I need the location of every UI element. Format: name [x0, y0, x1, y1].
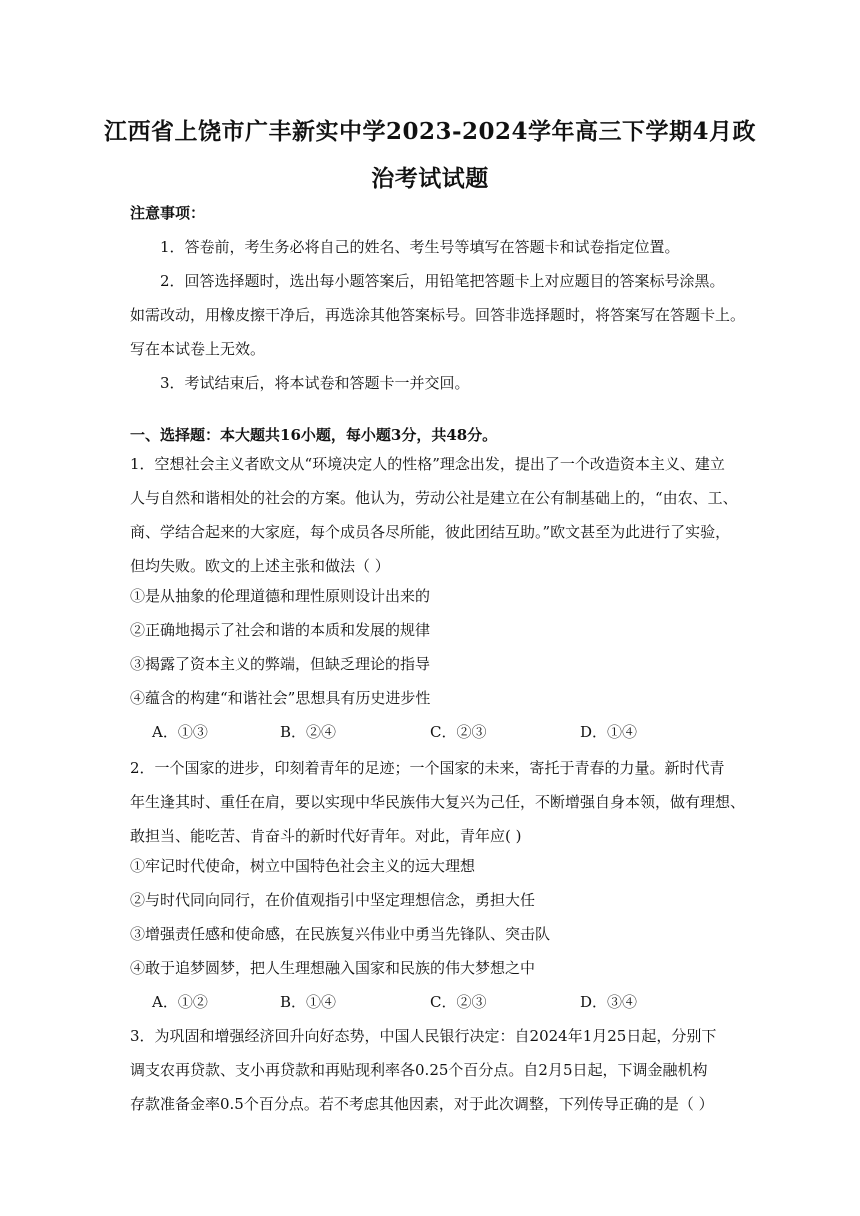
- document-title: [100, 108, 760, 202]
- q2-statement-2: ②与时代同向同行，在价值观指引中坚定理想信念，勇担大任: [130, 891, 536, 909]
- q1-stem-line-3: 商、学结合起来的大家庭，每个成员各尽所能，彼此团结互助。”欧文甚至为此进行了实验，: [130, 523, 731, 541]
- q1-statement-4: ④蕴含的构建“和谐社会”思想具有历史进步性: [130, 689, 431, 707]
- q2-statement-1: ①牢记时代使命，树立中国特色社会主义的远大理想: [130, 857, 476, 875]
- q3-stem-line-2: 调支农再贷款、支小再贷款和再贴现利率各0.25个百分点。自2月5日起，下调金融机构: [130, 1061, 708, 1079]
- q1-statement-2: ②正确地揭示了社会和谐的本质和发展的规律: [130, 621, 431, 639]
- q1-stem-line-1: 1．空想社会主义者欧文从“环境决定人的性格”理念出发，提出了一个改造资本主义、建立: [130, 455, 725, 473]
- title-line-1: 江西省上饶市广丰新实中学2023-2024学年高三下学期4月政: [103, 118, 757, 145]
- notice-item-2-line-3: 写在本试卷上无效。: [130, 340, 266, 358]
- q2-statement-3: ③增强责任感和使命感，在民族复兴伟业中勇当先锋队、突击队: [130, 925, 551, 943]
- q1-stem-line-4: 但均失败。欧文的上述主张和做法（ ）: [130, 557, 390, 575]
- q1-statement-1: ①是从抽象的伦理道德和理性原则设计出来的: [130, 587, 431, 605]
- notice-heading: 注意事项：: [130, 204, 206, 222]
- q2-stem-line-2: 年生逢其时、重任在肩，要以实现中华民族伟大复兴为己任，不断增强自身本领，做有理想、: [130, 793, 746, 811]
- q3-stem-line-1: 3．为巩固和增强经济回升向好态势，中国人民银行决定：自2024年1月25日起，分别下: [130, 1027, 717, 1045]
- q2-option-d: D．③④: [580, 993, 638, 1011]
- q2-option-b: B．①④: [280, 993, 337, 1011]
- q1-option-c: C．②③: [430, 723, 487, 741]
- notice-item-1: 1．答卷前，考生务必将自己的姓名、考生号等填写在答题卡和试卷指定位置。: [160, 238, 680, 256]
- section-1-heading: 一、选择题：本大题共16小题，每小题3分，共48分。: [130, 426, 498, 444]
- notice-item-3: 3．考试结束后，将本试卷和答题卡一并交回。: [160, 374, 470, 392]
- q1-option-b: B．②④: [280, 723, 337, 741]
- q1-option-d: D．①④: [580, 723, 638, 741]
- q2-option-c: C．②③: [430, 993, 487, 1011]
- q1-statement-3: ③揭露了资本主义的弊端，但缺乏理论的指导: [130, 655, 431, 673]
- q1-option-a: A．①③: [152, 723, 208, 741]
- q2-statement-4: ④敢于追梦圆梦，把人生理想融入国家和民族的伟大梦想之中: [130, 959, 536, 977]
- notice-item-2-line-2: 如需改动，用橡皮擦干净后，再选涂其他答案标号。回答非选择题时，将答案写在答题卡上。: [130, 306, 746, 324]
- q3-stem-line-3: 存款准备金率0.5个百分点。若不考虑其他因素，对于此次调整，下列传导正确的是（ ）: [130, 1095, 714, 1113]
- title-line-2: 治考试试题: [371, 165, 489, 192]
- q2-stem-line-1: 2．一个国家的进步，印刻着青年的足迹；一个国家的未来，寄托于青春的力量。新时代青: [130, 759, 725, 777]
- q1-stem-line-2: 人与自然和谐相处的社会的方案。他认为，劳动公社是建立在公有制基础上的，“由农、工、: [130, 489, 738, 507]
- q2-stem-line-3: 敢担当、能吃苦、肯奋斗的新时代好青年。对此，青年应( ): [130, 827, 522, 845]
- notice-item-2-line-1: 2．回答选择题时，选出每小题答案后，用铅笔把答题卡上对应题目的答案标号涂黑。: [160, 272, 725, 290]
- q2-option-a: A．①②: [152, 993, 208, 1011]
